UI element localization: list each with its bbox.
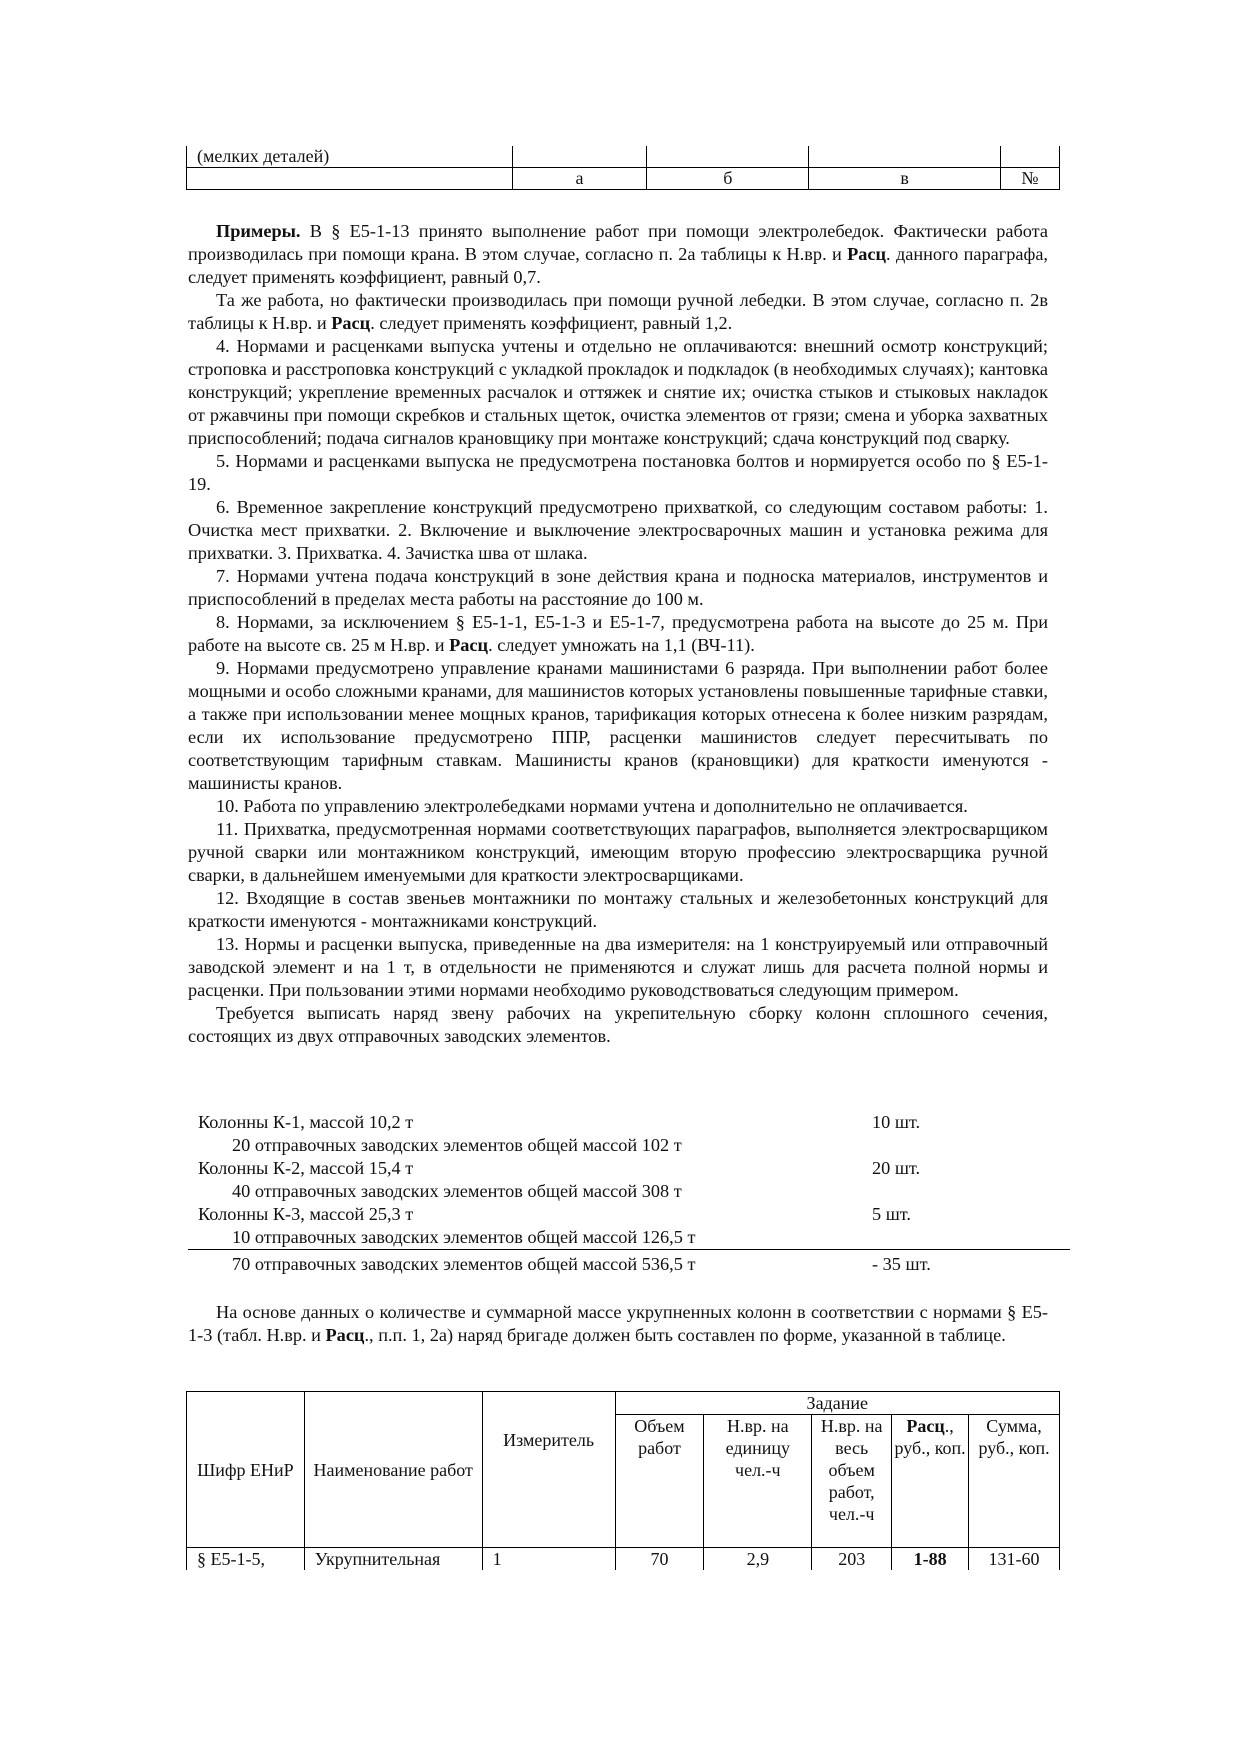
cell-unit: 1 (482, 1548, 615, 1571)
total-divider (188, 1249, 1070, 1250)
top-table-cell-b: б (647, 168, 809, 190)
header-task: Задание (615, 1392, 1059, 1415)
bold-label: Расц (847, 244, 887, 264)
total-elements: 70 отправочных заводских элементов общей массой 536,5 т (232, 1254, 696, 1274)
paragraph-9: 9. Нормами предусмотрено управление кранами машинистами 6 разряда. При выполнении работ более мощными и особо сложными кранами, для машинистов которых установлены повышенные тарифные ставки, а также при использовании менее мощных кранов, тарификация которых отнесена к более низким разрядам, если их использование предусмотрено ППР, расценки машинистов следует пересчитывать по соответствующим тарифным ставкам. Машинисты кранов (крановщики) для краткости именуются - машинисты кранов. (188, 658, 1048, 793)
paragraph-text: На основе данных о количестве и суммарной массе укрупненных колонн в соответствии с нормами § Е5-1-3 (табл. Н.вр. и (188, 1302, 1048, 1345)
bold-label: Примеры. (216, 221, 301, 241)
paragraph-text: . следует применять коэффициент, равный 1,2. (370, 313, 733, 333)
cell-rate-value: 1-88 (913, 1549, 947, 1569)
top-table-cell-a: а (512, 168, 647, 190)
paragraph-text: . данного параграфа, следует применять коэффициент, равный 0,7. (188, 244, 1049, 287)
total-qty: - 35 шт. (872, 1254, 931, 1274)
column-name: Колонны К-3, массой 25,3 т (198, 1204, 414, 1224)
header-unit: Измеритель (482, 1392, 615, 1548)
column-elements: 40 отправочных заводских элементов общей массой 308 т (232, 1181, 682, 1201)
header-rate-units: ., руб., коп. (894, 1416, 966, 1458)
cell-code: § Е5-1-5, (187, 1548, 305, 1571)
top-table-cell (187, 168, 513, 190)
top-table-cell (809, 146, 1001, 168)
paragraph-example-2 (188, 289, 1048, 335)
paragraph-text: Та же работа, но фактически производилась при помощи ручной лебедки. В этом случае, согласно п. 2в таблицы к Н.вр. и (188, 290, 1048, 333)
top-table-cell (1001, 146, 1060, 168)
bold-label: Расц (906, 1416, 945, 1436)
list-item (188, 1180, 1070, 1203)
column-qty: 10 шт. (872, 1112, 921, 1132)
header-code: Шифр ЕНиР (187, 1392, 305, 1548)
header-norm-unit: Н.вр. на единицу чел.-ч (704, 1415, 812, 1548)
paragraph-text: ., п.п. 1, 2а) наряд бригаде должен быть составлен по форме, указанной в таблице. (364, 1325, 1006, 1345)
paragraph-8 (188, 611, 1048, 657)
list-total (188, 1253, 1070, 1276)
header-norm-total: Н.вр. на весь объем работ, чел.-ч (812, 1415, 892, 1548)
paragraph-4: 4. Нормами и расценками выпуска учтены и отдельно не оплачиваются: внешний осмотр конструкций; строповка и расстроповка конструкций с укладкой прокладок и подкладок (в необходимых случаях); кантовка конструкций; укрепление временных расчалок и оттяжек и снятие их; очистка стыков и стыковых накладок от ржавчины при помощи скребков и стальных щеток, очистка элементов от грязи; смена и уборка захватных приспособлений; подача сигналов крановщику при монтаже конструкций; сдача конструкций под сварку. (188, 336, 1048, 448)
top-table-row (187, 146, 1060, 168)
column-qty: 5 шт. (872, 1204, 911, 1224)
paragraph-text: 8. Нормами, за исключением § Е5-1-1, Е5-1-3 и Е5-1-7, предусмотрена работа на высоте до 25 м. При работе на высоте св. 25 м Н.вр. и (188, 612, 1048, 655)
top-table-cell-num: № (1001, 168, 1060, 190)
bold-label: Расц (325, 1325, 365, 1345)
list-item (188, 1157, 1070, 1180)
header-name: Наименование работ (304, 1392, 482, 1548)
header-volume: Объем работ (615, 1415, 704, 1548)
cell-rate (892, 1548, 969, 1571)
column-qty: 20 шт. (872, 1158, 921, 1178)
list-item (188, 1226, 1070, 1249)
list-item (188, 1203, 1070, 1226)
paragraph-text: В § Е5-1-13 принято выполнение работ при помощи электролебедок. Фактически работа производилась при помощи крана. В этом случае, согласно п. 2а таблицы к Н.вр. и (188, 221, 1048, 264)
paragraph-text: . следует умножать на 1,1 (ВЧ-11). (488, 635, 755, 655)
cell-norm-unit: 2,9 (704, 1548, 812, 1571)
paragraph-12: 12. Входящие в состав звеньев монтажники по монтажу стальных и железобетонных конструкций для краткости именуются - монтажниками конструкций. (188, 888, 1048, 931)
column-elements: 20 отправочных заводских элементов общей массой 102 т (232, 1135, 682, 1155)
paragraph-10: 10. Работа по управлению электролебедками нормами учтена и дополнительно не оплачивается. (216, 796, 968, 816)
table-header-row (187, 1392, 1060, 1415)
paragraph-examples (188, 220, 1048, 289)
paragraph-13: 13. Нормы и расценки выпуска, приведенные на два измерителя: на 1 конструируемый или отправочный заводской элемент и на 1 т, в отдельности не применяются и служат лишь для расчета полной нормы и расценки. При пользовании этими нормами необходимо руководствоваться следующим примером. (188, 934, 1048, 1000)
paragraph-conclusion (188, 1301, 1048, 1347)
paragraph-6: 6. Временное закрепление конструкций предусмотрено прихваткой, со следующим составом работы: 1. Очистка мест прихватки. 2. Включение и выключение электросварочных машин и установка режима для прихватки. 3. Прихватка. 4. Зачистка шва от шлака. (188, 497, 1048, 563)
cell-norm-total: 203 (812, 1548, 892, 1571)
column-elements: 10 отправочных заводских элементов общей массой 126,5 т (232, 1227, 696, 1247)
cell-sum: 131-60 (969, 1548, 1060, 1571)
columns-list (188, 1111, 1070, 1276)
paragraph-14: Требуется выписать наряд звену рабочих на укрепительную сборку колонн сплошного сечения, состоящих из двух отправочных заводских элементов. (188, 1003, 1048, 1046)
cell-volume: 70 (615, 1548, 704, 1571)
top-table-cell: (мелких деталей) (187, 146, 513, 168)
header-rate (892, 1415, 969, 1548)
top-table-fragment (186, 146, 1060, 190)
list-item (188, 1111, 1070, 1134)
bold-label: Расц (449, 635, 489, 655)
paragraph-5: 5. Нормами и расценками выпуска не предусмотрена постановка болтов и нормируется особо по § Е5-1-19. (188, 451, 1048, 494)
top-table-cell (512, 146, 647, 168)
column-name: Колонны К-2, массой 15,4 т (198, 1158, 414, 1178)
list-item (188, 1134, 1070, 1157)
paragraph-7: 7. Нормами учтена подача конструкций в зоне действия крана и подноска материалов, инструментов и приспособлений в пределах места работы на расстояние до 100 м. (188, 566, 1048, 609)
top-table-cell (647, 146, 809, 168)
table-row (187, 1548, 1060, 1571)
work-order-table (186, 1391, 1060, 1570)
conclusion-text (188, 1301, 1048, 1347)
column-name: Колонны К-1, массой 10,2 т (198, 1112, 414, 1132)
top-table-row (187, 168, 1060, 190)
paragraph-11: 11. Прихватка, предусмотренная нормами соответствующих параграфов, выполняется электросварщиком ручной сварки или монтажником конструкций, имеющим вторую профессию электросварщика ручной сварки, в дальнейшем именуемыми для краткости электросварщиками. (188, 819, 1048, 885)
top-table-cell-v: в (809, 168, 1001, 190)
header-sum: Сумма, руб., коп. (969, 1415, 1060, 1548)
notes-text (188, 220, 1048, 1048)
bold-label: Расц (331, 313, 371, 333)
cell-name: Укрупнительная (304, 1548, 482, 1571)
